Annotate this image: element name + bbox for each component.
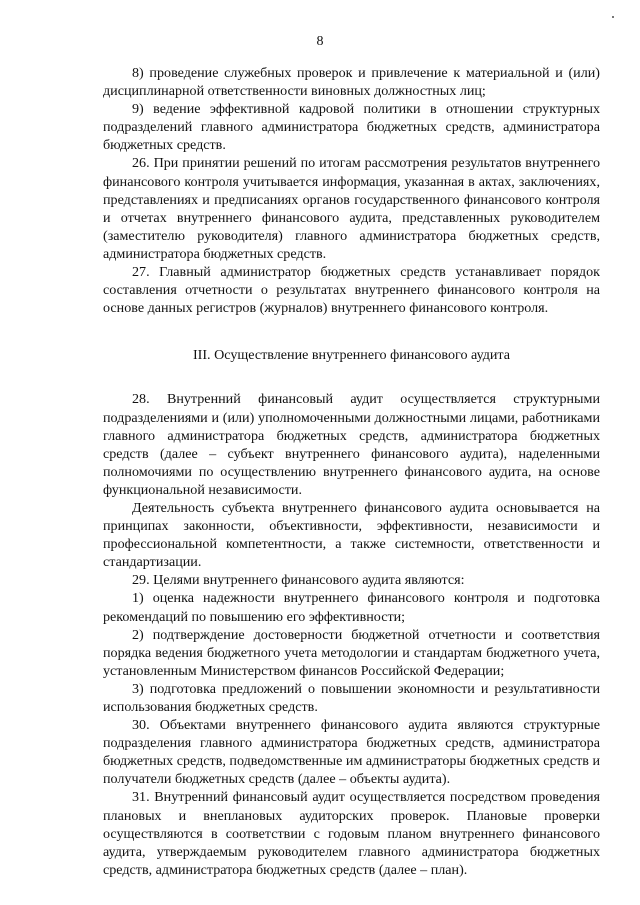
- scan-speck: [612, 16, 614, 18]
- paragraph-28-continued: Деятельность субъекта внутреннего финансового аудита основывается на принципах законности, объективности, эффективности, независимости и профессиональной компетентности, а также системности, ответственности и стандартизации.: [103, 499, 600, 571]
- paragraph-28: 28. Внутренний финансовый аудит осуществляется структурными подразделениями и (или) уполномоченными должностными лицами, работниками главного администратора бюджетных средств, администратора бюджетных средств (далее – субъект внутреннего финансового аудита), наделенными полномочиями по осуществлению внутреннего финансового аудита, на основе функциональной независимости.: [103, 391, 600, 498]
- page-number: 8: [316, 34, 324, 49]
- paragraph-26: 26. При принятии решений по итогам рассмотрения результатов внутреннего финансового контроля учитывается информация, указанная в актах, заключениях, представлениях и предписаниях органов государственного финансового контроля и отчетах внутреннего финансового аудита, представленных руководителем (заместителю руководителя) главного администратора бюджетных средств, администратора бюджетных средств.: [103, 155, 600, 262]
- section-heading: III. Осуществление внутреннего финансового аудита: [192, 347, 511, 364]
- paragraph-30: 30. Объектами внутреннего финансового аудита являются структурные подразделения главного администратора бюджетных средств, администратора бюджетных средств, подведомственные им администраторы бюджетных средств и получатели бюджетных средств (далее – объекты аудита).: [103, 717, 600, 788]
- document-body: [103, 64, 600, 879]
- paragraph-29: 29. Целями внутреннего финансового аудита являются:: [132, 572, 465, 589]
- paragraph-29-item-3: 3) подготовка предложений о повышении экономности и результативности использования бюджетных средств.: [103, 680, 600, 715]
- paragraph-29-item-1: 1) оценка надежности внутреннего финансового контроля и подготовка рекомендаций по повышению его эффективности;: [103, 590, 600, 625]
- paragraph-31: 31. Внутренний финансовый аудит осуществляется посредством проведения плановых и внеплановых аудиторских проверок. Плановые проверки осуществляются в соответствии с годовым планом внутреннего финансового аудита, утверждаемым руководителем главного администратора бюджетных средств, администратора бюджетных средств (далее – план).: [103, 789, 600, 878]
- paragraph-item-8: 8) проведение служебных проверок и привлечение к материальной и (или) дисциплинарной ответственности виновных должностных лиц;: [103, 65, 600, 100]
- paragraph-27: 27. Главный администратор бюджетных средств устанавливает порядок составления отчетности о результатах внутреннего финансового контроля на основе данных регистров (журналов) внутреннего финансового контроля.: [103, 264, 600, 317]
- paragraph-item-9: 9) ведение эффективной кадровой политики в отношении структурных подразделений главного администратора бюджетных средств, администратора бюджетных средств.: [103, 101, 600, 154]
- paragraph-29-item-2: 2) подтверждение достоверности бюджетной отчетности и соответствия порядка ведения бюджетного учета методологии и стандартам бюджетного учета, установленным Министерством финансов Российской Федерации;: [103, 626, 600, 679]
